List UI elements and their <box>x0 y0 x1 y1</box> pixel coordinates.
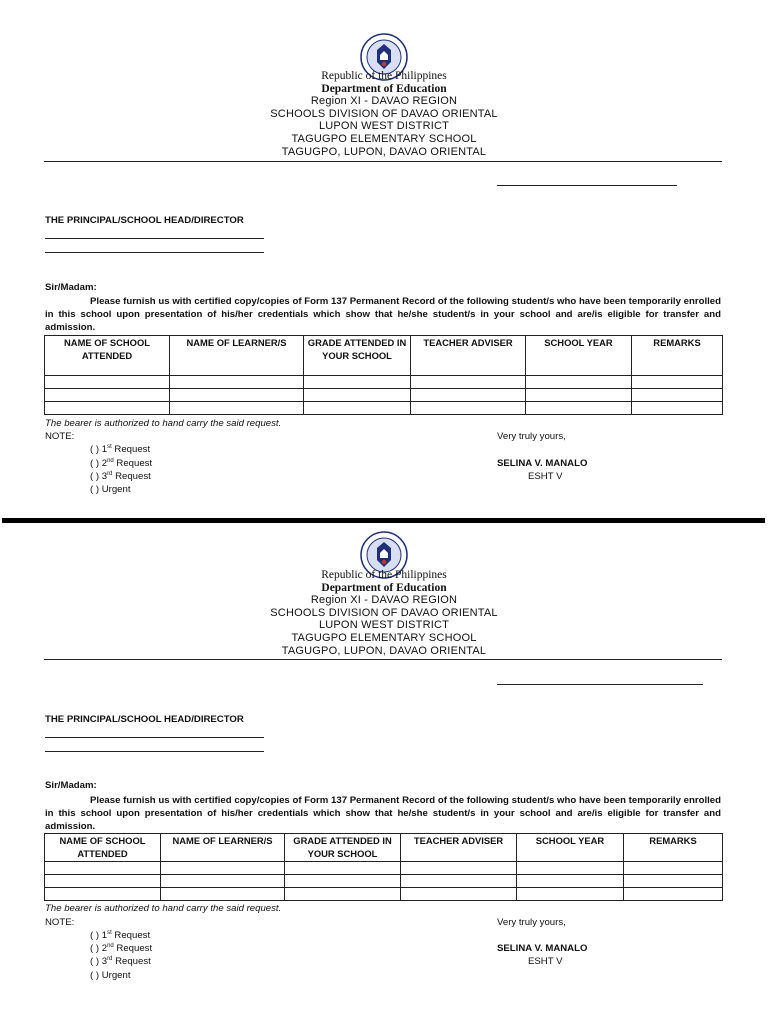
note-label: NOTE: <box>45 431 75 442</box>
col-school-year: SCHOOL YEAR <box>526 336 632 376</box>
bearer-note: The bearer is authorized to hand carry the said request. <box>45 418 282 429</box>
option-second-request[interactable]: ( ) 2nd Request <box>90 458 153 469</box>
col-school-attended: NAME OF SCHOOL ATTENDED <box>45 336 170 376</box>
col-school-attended: NAME OF SCHOOL ATTENDED <box>45 834 161 862</box>
district-line: LUPON WEST DISTRICT <box>318 619 450 632</box>
signatory-title: ESHT V <box>528 471 563 482</box>
addressee-line-1[interactable] <box>45 737 264 738</box>
department-line: Department of Education <box>321 82 447 95</box>
table-row[interactable] <box>45 888 723 901</box>
region-line: Region XI - DAVAO REGION <box>310 95 458 108</box>
division-line: SCHOOLS DIVISION OF DAVAO ORIENTAL <box>270 606 498 619</box>
request-body: Please furnish us with certified copy/copies of Form 137 Permanent Record of the following student/s who have been temporarily enrolled in this school upon presentation of his/her credentials which show that he/she student/s in your school and are/is eligible for transfer and admission. <box>45 795 721 833</box>
signatory-title: ESHT V <box>528 956 563 967</box>
col-grade-attended: GRADE ATTENDED IN YOUR SCHOOL <box>285 834 401 862</box>
closing: Very truly yours, <box>497 917 566 928</box>
school-line: TAGUGPO ELEMENTARY SCHOOL <box>291 631 477 644</box>
option-first-request[interactable]: ( ) 1st Request <box>90 444 151 455</box>
col-teacher-adviser: TEACHER ADVISER <box>411 336 526 376</box>
division-line: SCHOOLS DIVISION OF DAVAO ORIENTAL <box>270 107 498 120</box>
letterhead <box>0 569 768 657</box>
salutation: Sir/Madam: <box>45 780 97 791</box>
col-learner-name: NAME OF LEARNER/S <box>161 834 285 862</box>
republic-line: Republic of the Philippines <box>321 569 447 581</box>
republic-line: Republic of the Philippines <box>321 70 447 82</box>
col-learner-name: NAME OF LEARNER/S <box>170 336 304 376</box>
col-school-year: SCHOOL YEAR <box>517 834 624 862</box>
request-body: Please furnish us with certified copy/copies of Form 137 Permanent Record of the following student/s who have been temporarily enrolled in this school upon presentation of his/her credentials which show that he/she student/s in your school and are/is eligible for transfer and admission. <box>45 296 721 334</box>
addressee: THE PRINCIPAL/SCHOOL HEAD/DIRECTOR <box>45 215 244 226</box>
department-line: Department of Education <box>321 581 447 594</box>
header-rule <box>44 659 722 660</box>
addressee-line-2[interactable] <box>45 751 264 752</box>
option-urgent[interactable]: ( ) Urgent <box>90 484 131 495</box>
address-line: TAGUGPO, LUPON, DAVAO ORIENTAL <box>281 145 487 158</box>
col-teacher-adviser: TEACHER ADVISER <box>401 834 517 862</box>
table-row[interactable] <box>45 862 723 875</box>
date-line[interactable] <box>497 684 703 685</box>
request-table <box>44 833 723 901</box>
district-line: LUPON WEST DISTRICT <box>318 120 450 133</box>
col-remarks: REMARKS <box>632 336 723 376</box>
option-third-request[interactable]: ( ) 3rd Request <box>90 471 151 482</box>
option-third-request[interactable]: ( ) 3rd Request <box>90 956 151 967</box>
note-label: NOTE: <box>45 917 75 928</box>
address-line: TAGUGPO, LUPON, DAVAO ORIENTAL <box>281 644 487 657</box>
col-grade-attended: GRADE ATTENDED IN YOUR SCHOOL <box>304 336 411 376</box>
signatory-name: SELINA V. MANALO <box>497 458 588 469</box>
school-line: TAGUGPO ELEMENTARY SCHOOL <box>291 132 477 145</box>
option-urgent[interactable]: ( ) Urgent <box>90 970 131 981</box>
table-row[interactable] <box>45 875 723 888</box>
option-second-request[interactable]: ( ) 2nd Request <box>90 943 153 954</box>
region-line: Region XI - DAVAO REGION <box>310 594 458 607</box>
col-remarks: REMARKS <box>624 834 723 862</box>
salutation: Sir/Madam: <box>45 282 97 293</box>
option-first-request[interactable]: ( ) 1st Request <box>90 930 151 941</box>
bearer-note: The bearer is authorized to hand carry the said request. <box>45 903 282 914</box>
closing: Very truly yours, <box>497 431 566 442</box>
addressee: THE PRINCIPAL/SCHOOL HEAD/DIRECTOR <box>45 714 244 725</box>
signatory-name: SELINA V. MANALO <box>497 943 588 954</box>
